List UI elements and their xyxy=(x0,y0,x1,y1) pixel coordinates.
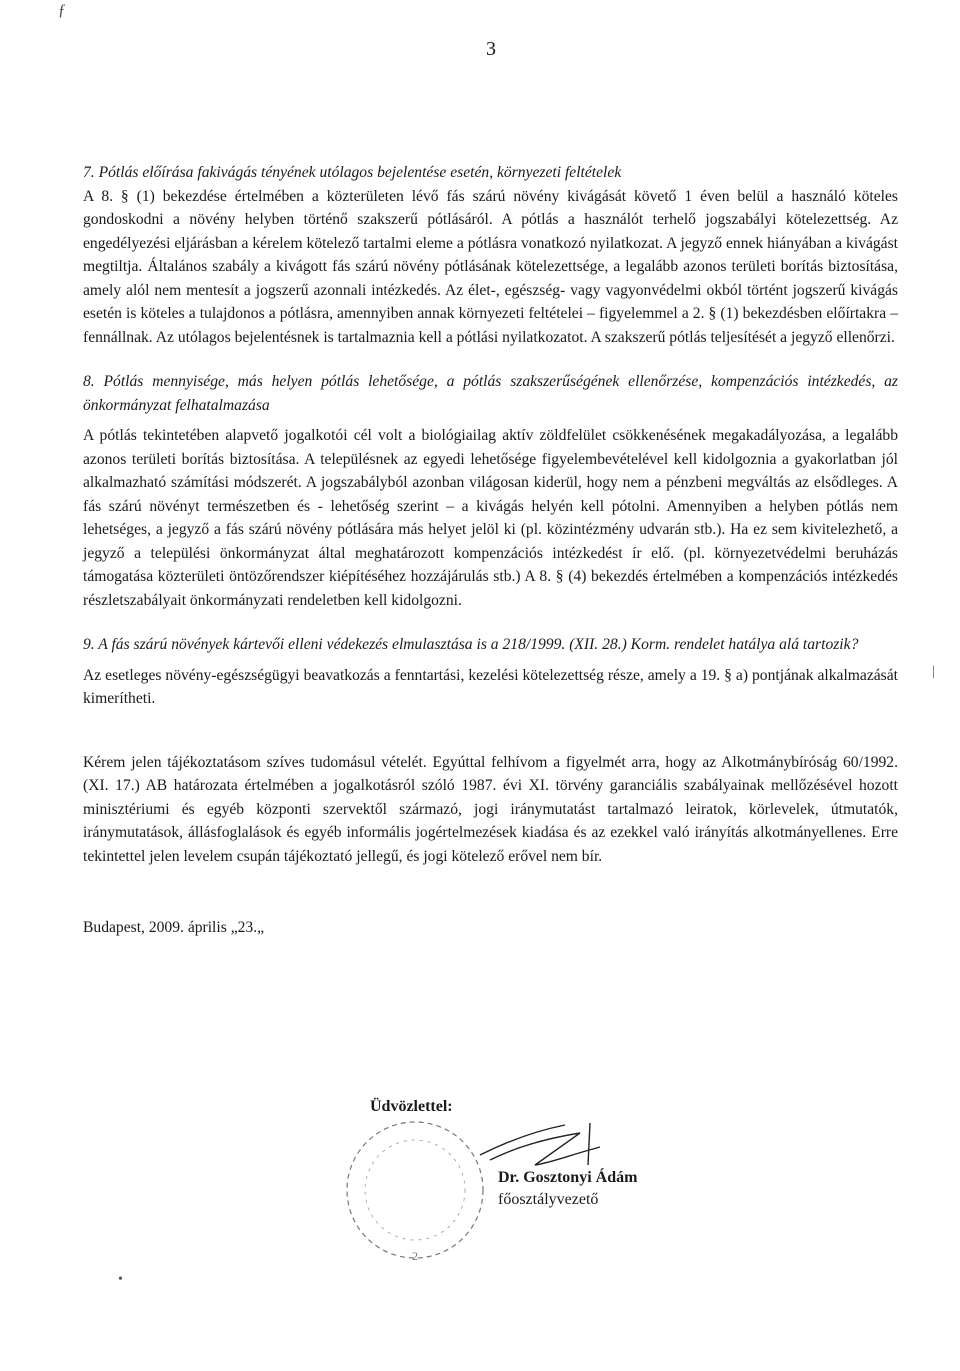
svg-text:2: 2 xyxy=(412,1249,418,1263)
closing-paragraph: Kérem jelen tájékoztatásom szíves tudomásul vételét. Egyúttal felhívom a figyelmét arra, hogy az Alkotmánybíróság 60/1992. (XI. 17.) AB határozata értelmében a jogalkotásról szóló 1987. évi XI. törvény garanciális szabályainak mellőzésével hozott minisztériumi és egyéb központi szervektől származó, jogi iránymutatást tartalmazó leiratok, körlevelek, útmutatók, iránymutatások, állásfoglalások és egyéb informális jogértelmezések kiadása és az ezekkel való irányítás alkotmányellenes. Erre tekintettel jelen levelem csupán tájékoztató jellegű, és jogi kötelező erővel nem bír. xyxy=(83,753,898,865)
document-body xyxy=(83,161,898,940)
section-7-heading: 7. Pótlás előírása fakivágás tényének utólagos bejelentése esetén, környezeti feltételek xyxy=(83,164,622,181)
closing-greeting: Üdvözlettel: xyxy=(370,1098,453,1115)
corner-pen-mark: ƒ xyxy=(58,2,66,19)
section-8-body: A pótlás tekintetében alapvető jogalkotói cél volt a biológiailag aktív zöldfelület csökkenésének megakadályozása, a legalább azonos területi borítás biztosítása. A településnek az egyedi lehetősége figyelembevételével kell kidolgoznia a gyakorlatban jól alkalmazható számítási módszerét. A jogszabályból azonban világosan kiderül, hogy nem a pénzbeni megváltás az elsődleges. A fás szárú növényt természetben és - lehetőség szerint – a kivágás helyén kell pótolni. Amennyiben a helyben pótlás nem lehetséges, a jegyző a fás szárú növény pótlására más helyet jelöl ki (pl. közintézmény udvarán stb.). Ha ez sem kivitelezhető, a jegyző a települési önkormányzat által meghatározott kompenzációs intézkedést ír elő. (pl. környezetvédelmi beruházás támogatása közterületi öntözőrendszer kiépítéséhez hozzájárulás stb.) A 8. § (4) bekezdés értelmében a kompenzációs intézkedés részletszabályait önkormányzati rendeletben kell kidolgozni. xyxy=(83,427,898,609)
section-8-heading: 8. Pótlás mennyisége, más helyen pótlás lehetősége, a pótlás szakszerűségének ellenőrzése, kompenzációs intézkedés, az önkormányzat felhatalmazása xyxy=(83,373,898,414)
section-9-heading: 9. A fás szárú növények kártevői elleni védekezés elmulasztása is a 218/1999. (XII. 28.) Korm. rendelet hatálya alá tartozik? xyxy=(83,636,859,653)
signer-title: főosztályvezető xyxy=(498,1191,599,1208)
margin-tick: | xyxy=(932,664,935,679)
signer-block xyxy=(498,1167,637,1211)
section-7-body: A 8. § (1) bekezdése értelmében a közterületen lévő fás szárú növény kivágását követő 1 éven belül a használó köteles gondoskodni a növény helyben történő szakszerű pótlásáról. A pótlás a használót terhelő jogszabályi kötelezettség. Az engedélyezési eljárásban a kérelem kötelező tartalmi eleme a pótlásra vonatkozó nyilatkozat. A jegyző ennek hiányában a kivágást megtiltja. Általános szabály a kivágott fás szárú növény pótlásának kötelezettsége, a legalább azonos területi borítás biztosítása, amely alól nem mentesít a jogszerű azonnali intézkedés. Az élet-, egészség- vagy vagyonvédelmi okból történt jogszerű kivágás esetén is köteles a tulajdonos a pótlásra, amennyiben annak környezeti feltételei – figyelemmel a 2. § (1) bekezdésben előírtakra – fennállnak. Az utólagos bejelentésnek is tartalmaznia kell a pótlási nyilatkozatot. A szakszerű pótlás teljesítését a jegyző ellenőrzi. xyxy=(83,187,898,346)
section-9-body: Az esetleges növény-egészségügyi beavatkozás a fenntartási, kezelési kötelezettség része, amely a 19. § a) pontjának alkalmazását kimerítheti. xyxy=(83,666,898,707)
stray-dot: • xyxy=(118,1272,123,1287)
date-line: Budapest, 2009. április „23.„ xyxy=(83,919,265,936)
signer-name: Dr. Gosztonyi Ádám xyxy=(498,1169,638,1186)
page-number: 3 xyxy=(486,38,496,60)
